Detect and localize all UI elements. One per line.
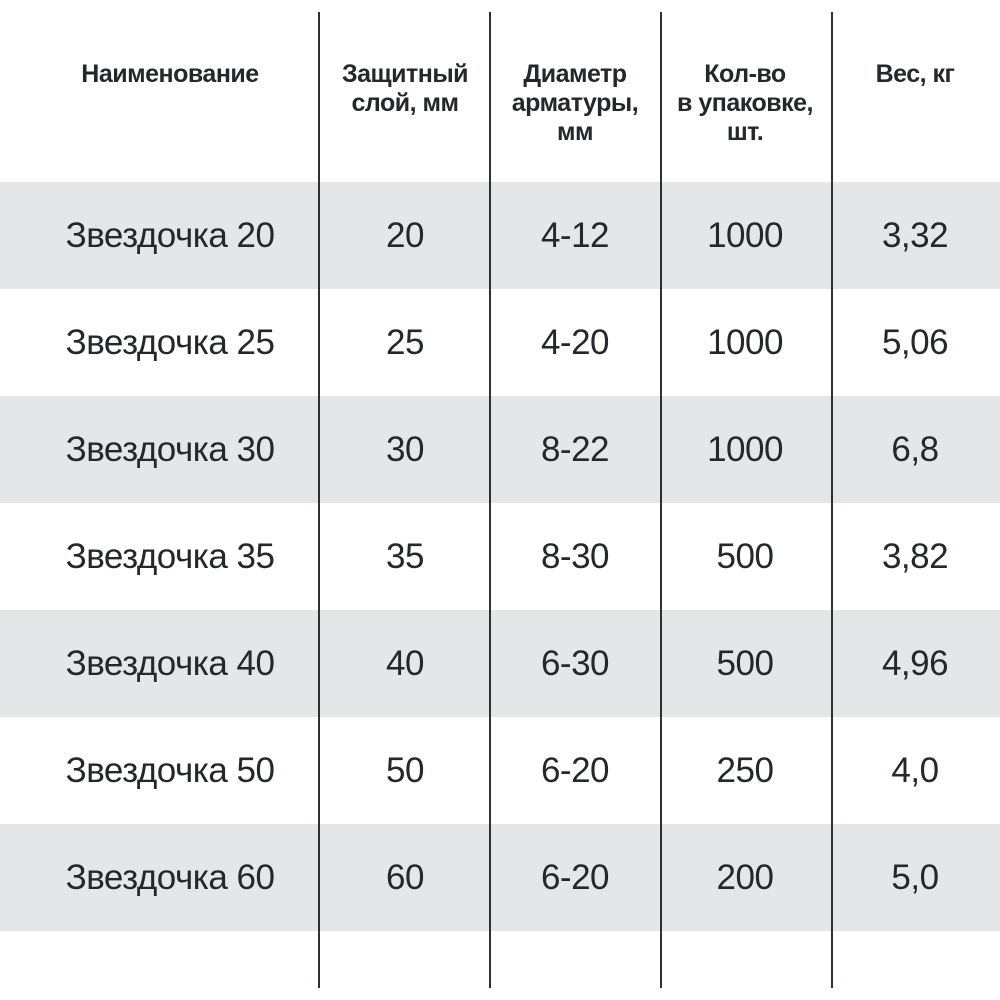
header-weight: Вес, кг <box>875 60 955 88</box>
cell-weight: 5,0 <box>891 857 939 897</box>
cell-layer: 20 <box>386 215 424 255</box>
table-row <box>0 503 1000 610</box>
table-row <box>0 717 1000 824</box>
cell-name: Звездочка 60 <box>65 857 275 897</box>
column-divider <box>831 12 833 988</box>
cell-diameter: 8-22 <box>540 429 610 469</box>
cell-quantity: 1000 <box>707 429 783 469</box>
header-rebar-diameter: Диаметр арматуры, мм <box>511 60 639 146</box>
table-row <box>0 182 1000 289</box>
cell-layer: 30 <box>386 429 424 469</box>
cell-name: Звездочка 50 <box>65 750 275 790</box>
cell-weight: 4,0 <box>891 750 939 790</box>
table-row <box>0 289 1000 396</box>
cell-diameter: 8-30 <box>540 536 610 576</box>
cell-diameter: 6-30 <box>540 643 610 683</box>
cell-name: Звездочка 20 <box>65 215 275 255</box>
cell-quantity: 500 <box>716 643 774 683</box>
cell-diameter: 6-20 <box>540 750 610 790</box>
cell-weight: 6,8 <box>891 429 939 469</box>
table-row <box>0 824 1000 931</box>
header-pack-quantity: Кол-во в упаковке, шт. <box>677 60 813 146</box>
cell-quantity: 500 <box>716 536 774 576</box>
cell-weight: 3,82 <box>881 536 949 576</box>
cell-name: Звездочка 25 <box>65 322 275 362</box>
cell-quantity: 200 <box>716 857 774 897</box>
cell-layer: 25 <box>386 322 424 362</box>
cell-layer: 40 <box>386 643 424 683</box>
column-divider <box>660 12 662 988</box>
cell-quantity: 1000 <box>707 215 783 255</box>
table-row <box>0 610 1000 717</box>
header-protective-layer: Защитный слой, мм <box>341 60 469 117</box>
cell-diameter: 6-20 <box>540 857 610 897</box>
cell-diameter: 4-12 <box>540 215 610 255</box>
cell-diameter: 4-20 <box>540 322 610 362</box>
table-row <box>0 396 1000 503</box>
cell-layer: 60 <box>386 857 424 897</box>
cell-layer: 50 <box>386 750 424 790</box>
cell-weight: 5,06 <box>881 322 949 362</box>
cell-name: Звездочка 30 <box>65 429 275 469</box>
column-divider <box>318 12 320 988</box>
cell-quantity: 1000 <box>707 322 783 362</box>
column-divider <box>489 12 491 988</box>
cell-weight: 3,32 <box>881 215 949 255</box>
table-header <box>0 0 1000 182</box>
cell-quantity: 250 <box>716 750 774 790</box>
header-name: Наименование <box>81 60 259 88</box>
cell-name: Звездочка 35 <box>65 536 275 576</box>
cell-layer: 35 <box>386 536 424 576</box>
cell-name: Звездочка 40 <box>65 643 275 683</box>
cell-weight: 4,96 <box>881 643 949 683</box>
